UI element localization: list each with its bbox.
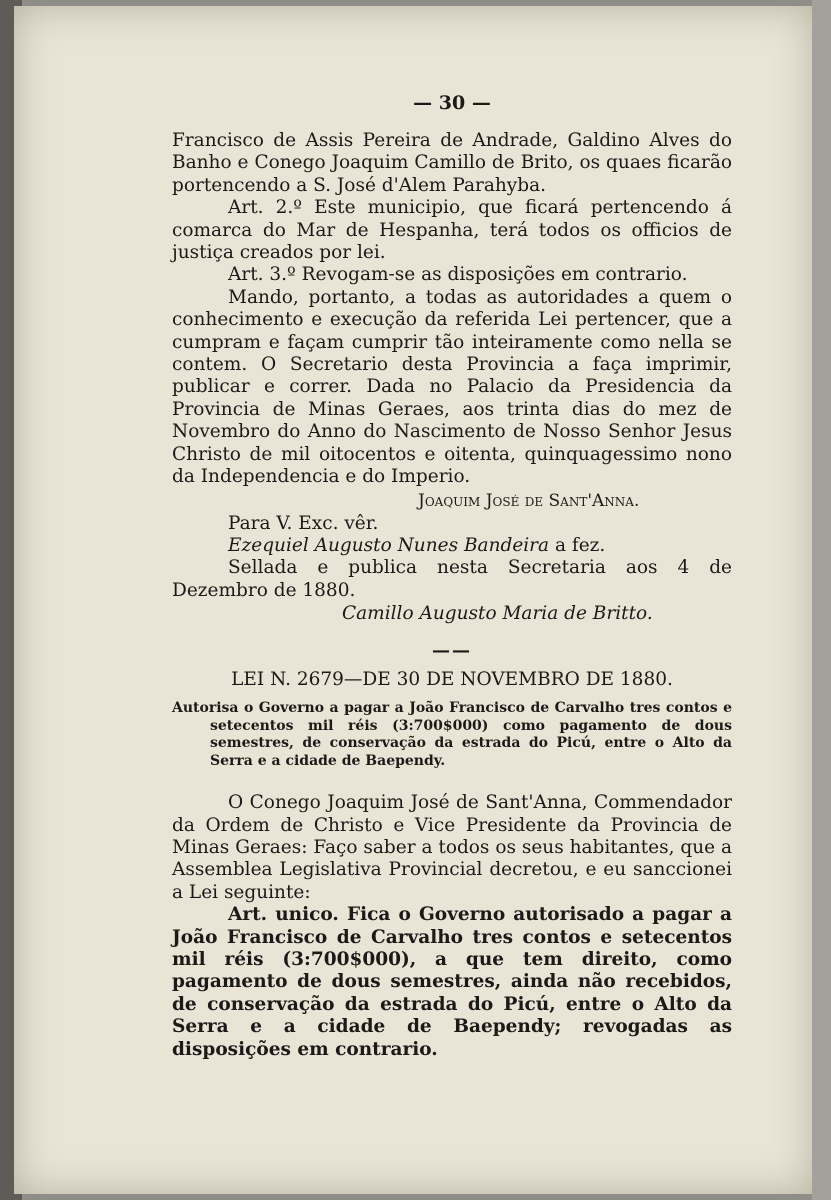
- article-unico: Art. unico. Fica o Governo autorisado a pagar a João Francisco de Carvalho tres contos e setecentos mil réis (3:700$000), a que tem direito, como pagamento de dous semestres, ainda não recebidos, de conservação da estrada do Picú, entre o Alto da Serra e a cidade de Baependy; revogadas as disposições em contrario.: [172, 904, 732, 1060]
- clerk-suffix: a fez.: [549, 534, 606, 556]
- law-summary: Autorisa o Governo a pagar a João Francisco de Carvalho tres contos e setecentos mil réis (3:700$000) como pagamento de dous semestres, de conservação da estrada do Picú, entre o Alto da Serra e a cidade de Baependy.: [172, 700, 732, 769]
- sealed-paragraph: Sellada e publica nesta Secretaria aos 4 de Dezembro de 1880.: [172, 557, 732, 601]
- page-content: [172, 92, 732, 1061]
- section-separator: ——: [432, 640, 472, 662]
- page-edge: [812, 0, 831, 1200]
- promulgation-paragraph: Mando, portanto, a todas as autoridades a quem o conhecimento e execução da referida Lei pertencer, que a cumpram e façam cumprir tão inteiramente como nella se contem. O Secretario desta Provincia a faça imprimir, publicar e correr. Dada no Palacio da Presidencia da Provincia de Minas Geraes, aos trinta dias do mez de Novembro do Anno do Nascimento de Nosso Senhor Jesus Christo de mil oitocentos e oitenta, quinquagessimo nono da Independencia e do Imperio.: [172, 286, 732, 488]
- article-2: Art. 2.º Este municipio, que ficará pertencendo á comarca do Mar de Hespanha, terá todos os officios de justiça creados por lei.: [172, 197, 732, 264]
- para-vossa-excellencia: Para V. Exc. vêr.: [228, 512, 379, 534]
- signature-president: Joaquim José de Sant'Anna.: [418, 490, 640, 511]
- decree-preamble: O Conego Joaquim José de Sant'Anna, Commendador da Ordem de Christo e Vice Presidente da Provincia de Minas Geraes: Faço saber a todos os seus habitantes, que a Assemblea Legislativa Provincial decretou, e eu sanccionei a Lei seguinte:: [172, 792, 732, 903]
- article-3: Art. 3.º Revogam-se as disposições em contrario.: [228, 264, 688, 286]
- signature-secretary: Camillo Augusto Maria de Britto.: [342, 603, 653, 625]
- law-title: LEI N. 2679—DE 30 DE NOVEMBRO DE 1880.: [231, 669, 673, 691]
- clerk-name: Ezequiel Augusto Nunes Bandeira: [228, 534, 550, 556]
- clerk-line: [172, 535, 732, 557]
- paragraph-continuation: Francisco de Assis Pereira de Andrade, Galdino Alves do Banho e Conego Joaquim Camillo de Brito, os quaes ficarão portencendo a S. José d'Alem Parahyba.: [172, 130, 732, 196]
- page-number: — 30 —: [413, 92, 491, 114]
